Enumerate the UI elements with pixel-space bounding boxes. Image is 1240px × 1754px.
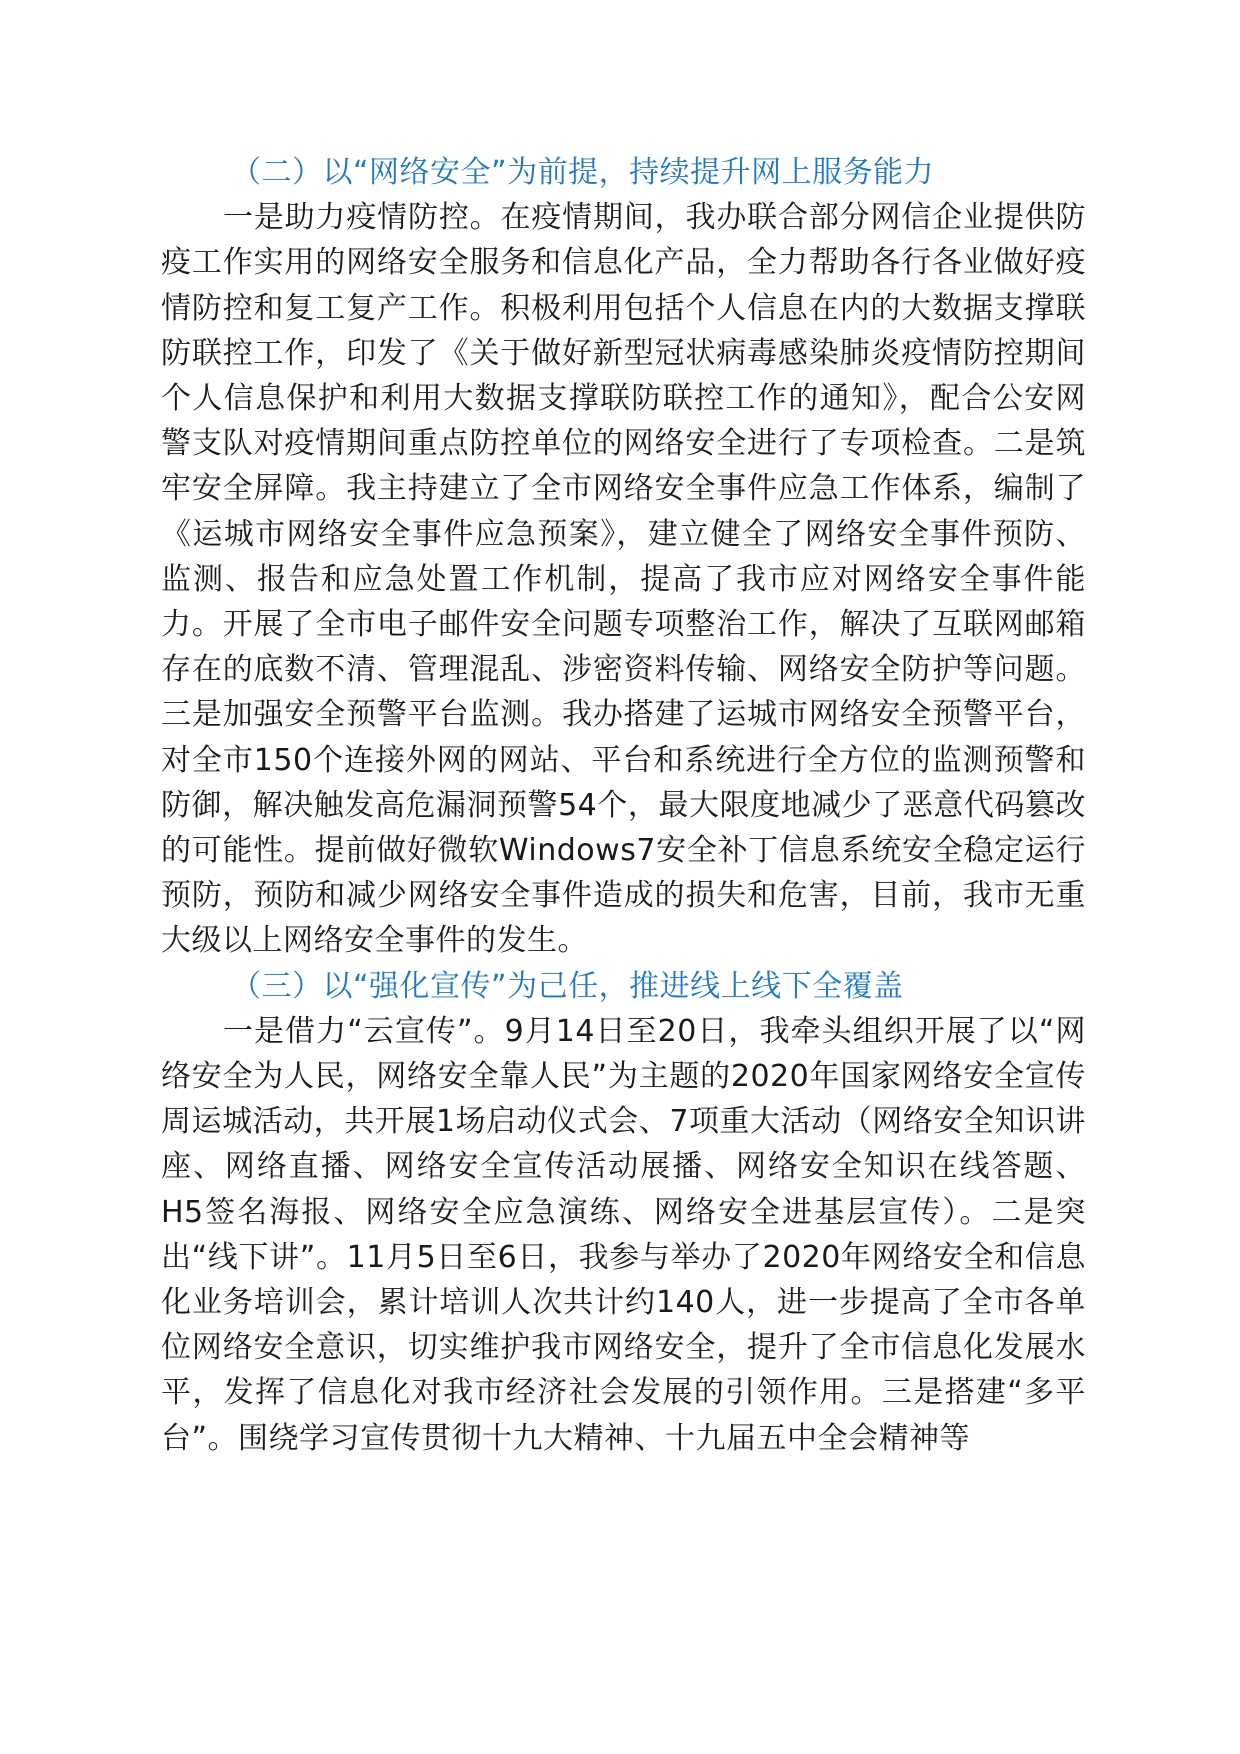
section-paragraph-3: 一是借力“云宣传”。9月14日至20日，我牵头组织开展了以“网络安全为人民，网络安全靠人民”为主题的2020年国家网络安全宣传周运城活动，共开展1场启动仪式会、7项重大活动（网络安全知识讲座、网络直播、网络安全宣传活动展播、网络安全知识在线答题、H5签名海报、网络安全应急演练、网络安全进基层宣传）。二是突出“线下讲”。11月5日至6日，我参与举办了2020年网络安全和信息化业务培训会，累计培训人次共计约140人，进一步提高了全市各单位网络安全意识，切实维护我市网络安全，提升了全市信息化发展水平，发挥了信息化对我市经济社会发展的引领作用。三是搭建“多平台”。围绕学习宣传贯彻十九大精神、十九届五中全会精神等 [161,1013,1086,1456]
section-heading-3: （三）以“强化宣传”为己任，推进线上线下全覆盖 [231,968,904,1004]
section-paragraph-2: 一是助力疫情防控。在疫情期间，我办联合部分网信企业提供防疫工作实用的网络安全服务和信息化产品，全力帮助各行各业做好疫情防控和复工复产工作。积极利用包括个人信息在内的大数据支撑联防联控工作，印发了《关于做好新型冠状病毒感染肺炎疫情防控期间个人信息保护和利用大数据支撑联防联控工作的通知》，配合公安网警支队对疫情期间重点防控单位的网络安全进行了专项检查。二是筑牢安全屏障。我主持建立了全市网络安全事件应急工作体系，编制了《运城市网络安全事件应急预案》，建立健全了网络安全事件预防、监测、报告和应急处置工作机制，提高了我市应对网络安全事件能力。开展了全市电子邮件安全问题专项整治工作，解决了互联网邮箱存在的底数不清、管理混乱、涉密资料传输、网络安全防护等问题。三是加强安全预警平台监测。我办搭建了运城市网络安全预警平台，对全市150个连接外网的网站、平台和系统进行全方位的监测预警和防御，解决触发高危漏洞预警54个，最大限度地减少了恶意代码篡改的可能性。提前做好微软Windows7安全补丁信息系统安全稳定运行预防，预防和减少网络安全事件造成的损失和危害，目前，我市无重大级以上网络安全事件的发生。 [161,200,1086,959]
document-body [161,150,1086,1461]
section-heading-2: （二）以“网络安全”为前提，持续提升网上服务能力 [231,155,935,190]
